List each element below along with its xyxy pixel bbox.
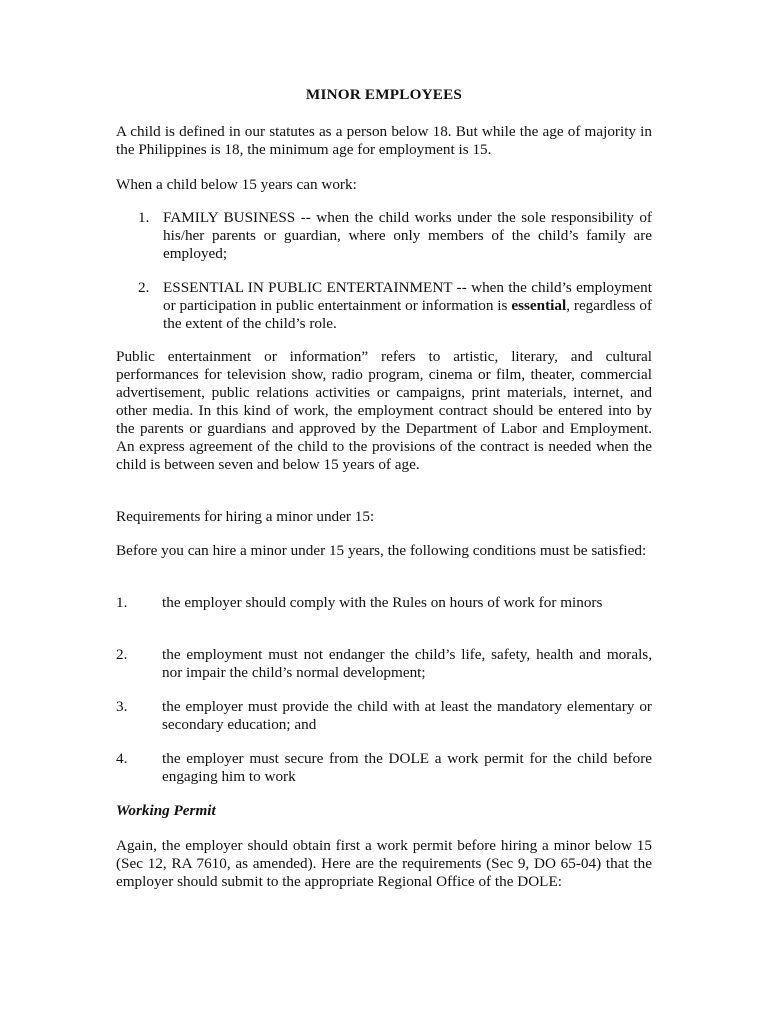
intro-paragraph: A child is defined in our statutes as a person below 18. But while the age of majority in the Philippines is 18, the minimum age for employment is 15. [116,123,652,158]
when-heading: When a child below 15 years can work: [116,176,357,193]
list-number: 1. [116,594,128,611]
working-permit-paragraph: Again, the employer should obtain first a work permit before hiring a minor below 15 (Sec 12, RA 7610, as amended). Here are the requirements (Sec 9, DO 65-04) that the employer should submit to the appropriate Regional Office of the DOLE: [116,837,652,890]
emphasis-essential: essential [511,297,567,314]
requirements-heading: Requirements for hiring a minor under 15: [116,508,375,525]
working-permit-heading: Working Permit [116,802,216,819]
list-item-text: the employer should comply with the Rules on hours of work for minors [162,594,603,611]
list-item-text: ESSENTIAL IN PUBLIC ENTERTAINMENT -- when the child’s employment or participation in public entertainment or information is essential, regardless of the extent of the child’s role. [163,279,652,332]
list-number: 2. [116,646,128,663]
list-number: 4. [116,750,128,767]
list-item-text: FAMILY BUSINESS -- when the child works under the sole responsibility of his/her parents or guardian, where only members of the child’s family are employed; [163,209,652,262]
page-title: MINOR EMPLOYEES [305,86,463,103]
list-item-text: the employer must secure from the DOLE a work permit for the child before engaging him to work [162,750,652,785]
public-entertainment-paragraph: Public entertainment or information” refers to artistic, literary, and cultural performances for television show, radio program, cinema or film, theater, commercial advertisement, public relations activities or campaigns, print materials, internet, and other media. In this kind of work, the employment contract should be entered into by the parents or guardians and approved by the Department of Labor and Employment. An express agreement of the child to the provisions of the contract is needed when the child is between seven and below 15 years of age. [116,348,652,473]
list-item-text: the employment must not endanger the child’s life, safety, health and morals, nor impair the child’s normal development; [162,646,652,681]
list-item-text: the employer must provide the child with at least the mandatory elementary or secondary education; and [162,698,652,733]
list-number: 3. [116,698,128,715]
list-number: 1. [138,209,150,226]
before-paragraph: Before you can hire a minor under 15 years, the following conditions must be satisfied: [116,542,647,559]
list-number: 2. [138,279,150,296]
